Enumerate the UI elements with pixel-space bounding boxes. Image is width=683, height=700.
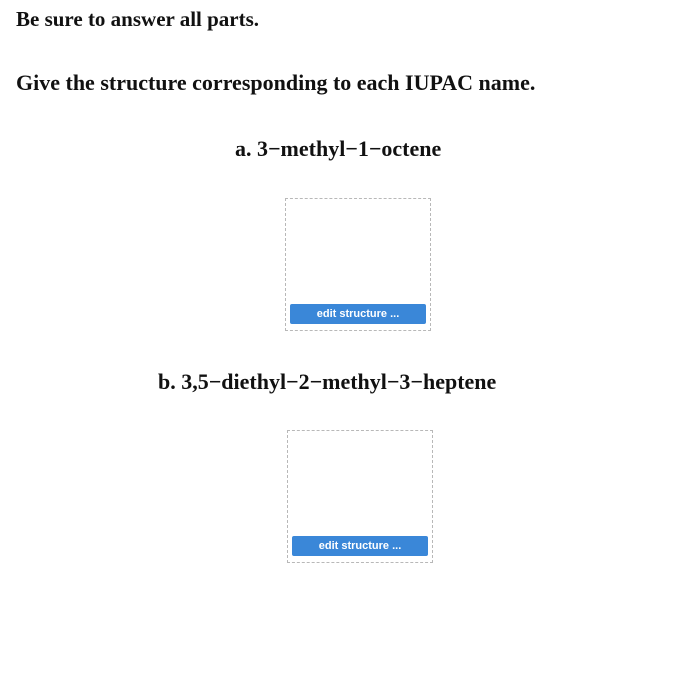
part-a-structure-box[interactable] (285, 198, 431, 331)
part-b-label: b. 3,5−diethyl−2−methyl−3−heptene (158, 369, 497, 394)
part-b-structure-box[interactable] (287, 430, 433, 563)
instruction-text: Be sure to answer all parts. (16, 7, 260, 31)
question-prompt: Give the structure corresponding to each IUPAC name. (16, 70, 536, 95)
part-b-edit-structure-button[interactable]: edit structure ... (292, 536, 428, 556)
part-a-label: a. 3−methyl−1−octene (235, 136, 442, 161)
part-a-edit-structure-button[interactable]: edit structure ... (290, 304, 426, 324)
